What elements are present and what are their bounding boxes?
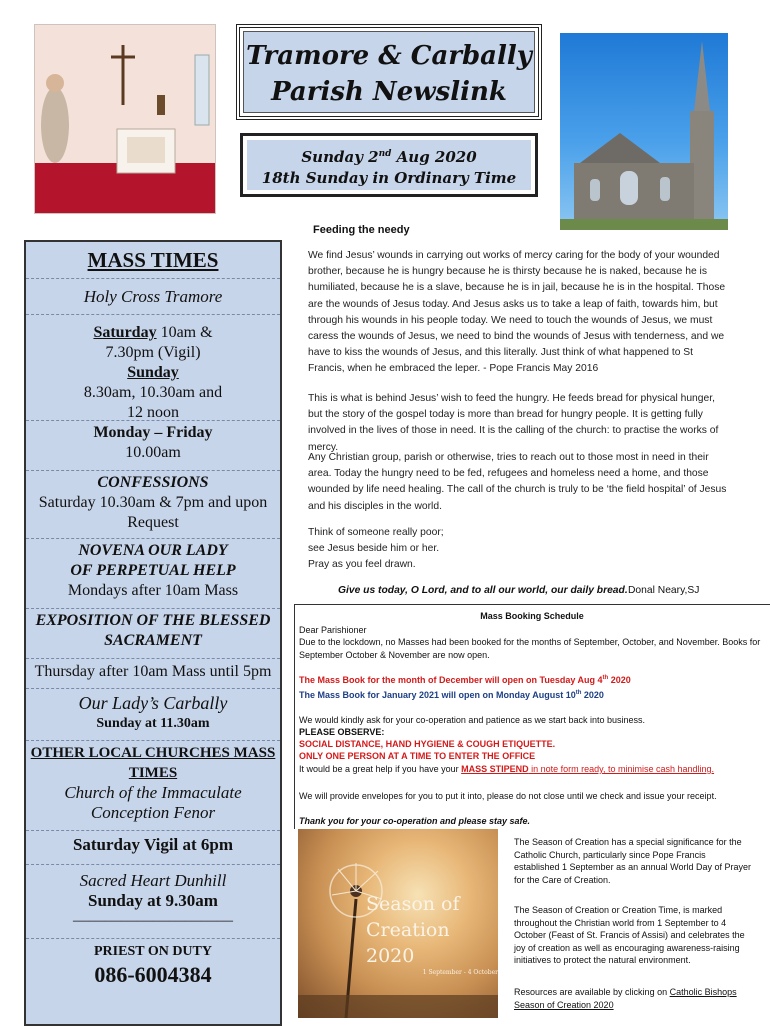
article-reflection: Think of someone really poor; see Jesus beside him or her. Pray as you feel drawn. bbox=[308, 527, 444, 571]
mass-times-heading: MASS TIMES bbox=[87, 248, 219, 272]
prayer-quote: Give us today, O Lord, and to all our world, our daily bread. bbox=[338, 585, 628, 596]
catholic-bishops-link[interactable]: Catholic Bishops Season of Creation 2020 bbox=[514, 987, 737, 1010]
december-book-notice: The Mass Book for the month of December will open on Tuesday Aug 4th 2020 bbox=[299, 675, 631, 685]
altar-illustration bbox=[35, 25, 215, 213]
season-of-creation-image bbox=[298, 829, 498, 1018]
holy-cross-heading: Holy Cross Tramore bbox=[83, 287, 223, 306]
season-paragraph-2: The Season of Creation or Creation Time, is marked throughout the Christian world from 1 September to 4 October (Feast of St. Francis of Assisi) and celebrates the joy of creation as well as encouraging awareness-raising initiatives to protect the natural environment. bbox=[514, 905, 745, 966]
article-paragraph-3: Any Christian group, parish or otherwise, tries to reach out to those most in need in their area. Today the hungry need to be fed, refugees and homeless need a home, and those wounded by life need healing. The call of the church is truly to be ‘the field hospital’ of Jesus and his disciples in the world. bbox=[308, 452, 727, 512]
liturgical-sunday: 18th Sunday in Ordinary Time bbox=[261, 169, 517, 187]
issue-date-box bbox=[240, 133, 538, 197]
booking-title: Mass Booking Schedule bbox=[480, 611, 584, 621]
priest-phone-number: 086-6004384 bbox=[94, 962, 212, 987]
church-exterior-photo bbox=[560, 33, 728, 230]
mass-stipend-link: MASS STIPEND bbox=[461, 764, 529, 774]
article-paragraph-2: This is what is behind Jesus’ wish to feed the hungry. He feeds bread for physical hunger, but the story of the gospel today is more than bread for hungry people. It is getting fully involved in the lives of those in need. It is the calling of the church: to practise the works of mercy. bbox=[308, 393, 719, 453]
january-book-notice: The Mass Book for January 2021 will open on Monday August 10th 2020 bbox=[299, 690, 604, 700]
church-illustration bbox=[560, 33, 728, 230]
title-line-2: Parish Newslink bbox=[271, 77, 507, 107]
newsletter-title bbox=[243, 31, 535, 113]
mass-booking-box: Mass Booking Schedule Dear Parishioner Due to the lockdown, no Masses had been booked for the months of September, October, and November. Books for September October & November are now open. The Mass Book for the month of December will open on Tuesday Aug 4th 2020 The Mass Book for January 2021 will open on Monday August 10th 2020 We would kindly ask for your co-operation and patience as we start back into business. PLEASE OBSERVE: SOCIAL DISTANCE, HAND HYGIENE & COUGH ETIQUETTE. ONLY ONE PERSON AT A TIME TO ENTER THE OFFICE It would be a great help if you have your MASS STIPEND in note form ready, to minimise cash handling. We will provide envelopes for you to put it into, please do not close until we check and issue your receipt. Thank you for your co-operation and please stay safe. bbox=[294, 604, 770, 829]
article-paragraph-1: We find Jesus’ wounds in carrying out works of mercy caring for the body of your wounded brother, because he is hungry because he is thirsty because he is naked, because he is humiliated, because he is a slave, because he is in jail, because he is in the hospital. Those are the wounds of Jesus today. And Jesus asks us to take a leap of faith, towards him, but through his wounds in his people today. We need to touch the wounds of Jesus, we must caress the wounds of Jesus, we need to bind the wounds of Jesus with tenderness, and we have to kiss the wounds of Jesus, and this literally. Just think of what happened to St Francis, when he embraced the leper. - Pope Francis May 2016 bbox=[308, 250, 726, 375]
article-heading: Feeding the needy bbox=[313, 224, 410, 236]
season-image-title: Season of Creation 2020 1 September - 4 October bbox=[366, 893, 498, 976]
season-paragraph-1: The Season of Creation has a special significance for the Catholic Church, particularly since Pope Francis established 1 September as an annual World Day of Prayer for the Care of Creation. bbox=[514, 837, 751, 885]
mass-times-sidebar: MASS TIMES Holy Cross Tramore Saturday 10am & 7.30pm (Vigil) Sunday 8.30am, 10.30am and 12 noon Monday – Friday 10.00am CONFESSIONS Saturday 10.30am & 7pm and upon Request NOVENA OUR LADY OF PERPETUAL HELP Mondays after 10am Mass EXPOSITION OF THE BLESSED SACRAMENT Thursday after 10am Mass until 5pm Our Lady’s Carbally Sunday at 11.30am OTHER LOCAL CHURCHES MASS TIMES Church of the Immaculate Conception Fenor Saturday Vigil at 6pm Sacred Heart Dunhill Sunday at 9.30am —————————— PRIEST ON DUTY 086-6004384 bbox=[24, 240, 282, 1026]
newsletter-title-box bbox=[236, 24, 542, 120]
quote-author: Donal Neary,SJ bbox=[628, 585, 700, 596]
issue-date: Sunday 2nd Aug 2020 18th Sunday in Ordinary Time bbox=[247, 140, 531, 190]
church-interior-photo bbox=[34, 24, 216, 214]
season-paragraph-3: Resources are available by clicking on Catholic Bishops Season of Creation 2020 bbox=[514, 987, 737, 1010]
title-line-1: Tramore & Carbally bbox=[246, 41, 532, 71]
